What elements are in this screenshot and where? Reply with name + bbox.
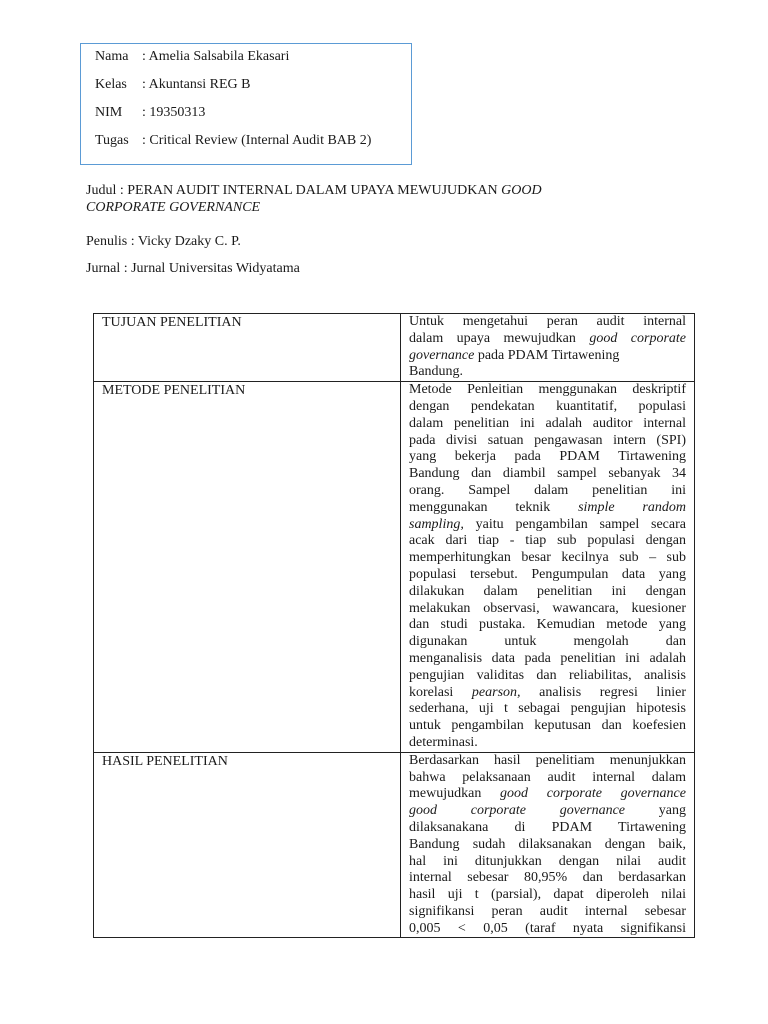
nim-key: NIM <box>95 105 123 120</box>
metode-line: determinasi. <box>409 734 478 750</box>
hasil-line: 0,005 < 0,05 (taraf nyata signifikansi <box>409 920 686 936</box>
metode-line: dalam penelitian ini adalah auditor internal <box>409 415 686 431</box>
judul-line-2 <box>86 200 260 216</box>
hasil-line: dilaksanakana di PDAM Tirtawening <box>409 819 686 835</box>
metode-line: dilakukan dalam penelitian ini dengan <box>409 583 686 599</box>
jurnal: Jurnal : Jurnal Universitas Widyatama <box>86 261 300 276</box>
task-key: Tugas <box>95 133 129 148</box>
judul-line-1 <box>86 183 542 199</box>
hasil-line: internal sebesar 80,95% dan berdasarkan <box>409 870 686 886</box>
tujuan-line: governance pada PDAM Tirtawening <box>409 347 620 363</box>
table-row-tujuan <box>94 314 695 382</box>
hasil-body <box>401 752 695 938</box>
metode-line: memperhitungkan besar kecilnya sub – sub <box>409 550 686 566</box>
hasil-line: hal ini ditunjukkan dengan nilai audit <box>409 853 686 869</box>
hasil-line: mewujudkan good corporate governance <box>409 786 686 802</box>
judul-italic-1: GOOD <box>501 183 542 198</box>
metode-line: sederhana, uji t sebagai pengujian hipotesis <box>409 701 686 717</box>
table-row-metode <box>94 382 695 753</box>
judul-italic-2: CORPORATE GOVERNANCE <box>86 200 261 215</box>
nim-row <box>95 103 205 123</box>
metode-line: populasi tersebut. Pengumpulan data yang <box>409 566 686 582</box>
metode-line: digunakan untuk mengolah dan <box>409 634 686 650</box>
hasil-line: Bandung sudah dilaksanakan dengan baik, <box>409 836 686 852</box>
nim-value: : 19350313 <box>142 105 206 120</box>
tujuan-line: dalam upaya mewujudkan good corporate <box>409 330 686 346</box>
tujuan-line: Bandung. <box>409 364 464 380</box>
name-value: : Amelia Salsabila Ekasari <box>142 49 290 64</box>
metode-line: untuk pengambilan keputusan dan koefesien <box>409 718 686 734</box>
metode-line: korelasi pearson, analisis regresi linier <box>409 684 686 700</box>
class-row <box>95 75 251 95</box>
metode-line: menggunakan teknik simple random <box>409 499 686 515</box>
metode-line: Bandung dan diambil sampel sebanyak 34 <box>409 466 686 482</box>
name-key: Nama <box>95 49 129 64</box>
metode-line: dan studi pustaka. Kemudian metode yang <box>409 617 686 633</box>
hasil-line: bahwa pelaksanaan audit internal dalam <box>409 769 686 785</box>
tujuan-body <box>401 314 695 382</box>
metode-line: sampling, yaitu pengambilan sampel secara <box>409 516 686 532</box>
hasil-line: signifikansi peran audit internal sebesar <box>409 903 686 919</box>
judul-prefix: Judul : PERAN AUDIT INTERNAL DALAM UPAYA MEWUJUDKAN <box>86 183 502 198</box>
tujuan-label: TUJUAN PENELITIAN <box>94 314 401 382</box>
metode-line: pada divisi satuan pengawasan intern (SPI) <box>409 432 686 448</box>
metode-line: pengujian validitas dan reliabilitas, analisis <box>409 667 686 683</box>
class-key: Kelas <box>95 77 127 92</box>
name-row <box>95 47 289 67</box>
tujuan-line: Untuk mengetahui peran audit internal <box>409 314 686 329</box>
metode-line: melakukan observasi, wawancara, kuesioner <box>409 600 686 616</box>
metode-line: yang bekerja pada PDAM Tirtawening <box>409 449 686 465</box>
task-value: : Critical Review (Internal Audit BAB 2) <box>142 133 372 148</box>
metode-label: METODE PENELITIAN <box>94 382 401 753</box>
table-row-hasil <box>94 752 695 938</box>
hasil-label: HASIL PENELITIAN <box>94 752 401 938</box>
penulis: Penulis : Vicky Dzaky C. P. <box>86 234 241 249</box>
student-info-box <box>80 43 412 165</box>
class-value: : Akuntansi REG B <box>142 77 251 92</box>
hasil-line: hasil uji t (parsial), dapat diperoleh nilai <box>409 887 686 903</box>
hasil-line: Berdasarkan hasil penelitiam menunjukkan <box>409 752 686 768</box>
task-row <box>95 131 371 151</box>
review-table <box>93 313 695 938</box>
metode-line: acak dari tiap - tiap sub populasi dengan <box>409 533 686 549</box>
metode-line: menganalisis data pada penelitian ini adalah <box>409 650 686 666</box>
metode-line: Metode Penleitian menggunakan deskriptif <box>409 382 686 398</box>
metode-line: dengan pendekatan kuantitatif, populasi <box>409 398 686 414</box>
metode-line: orang. Sampel dalam penelitian ini <box>409 482 686 498</box>
hasil-line: good corporate governance yang <box>409 803 686 819</box>
metode-body <box>401 382 695 753</box>
